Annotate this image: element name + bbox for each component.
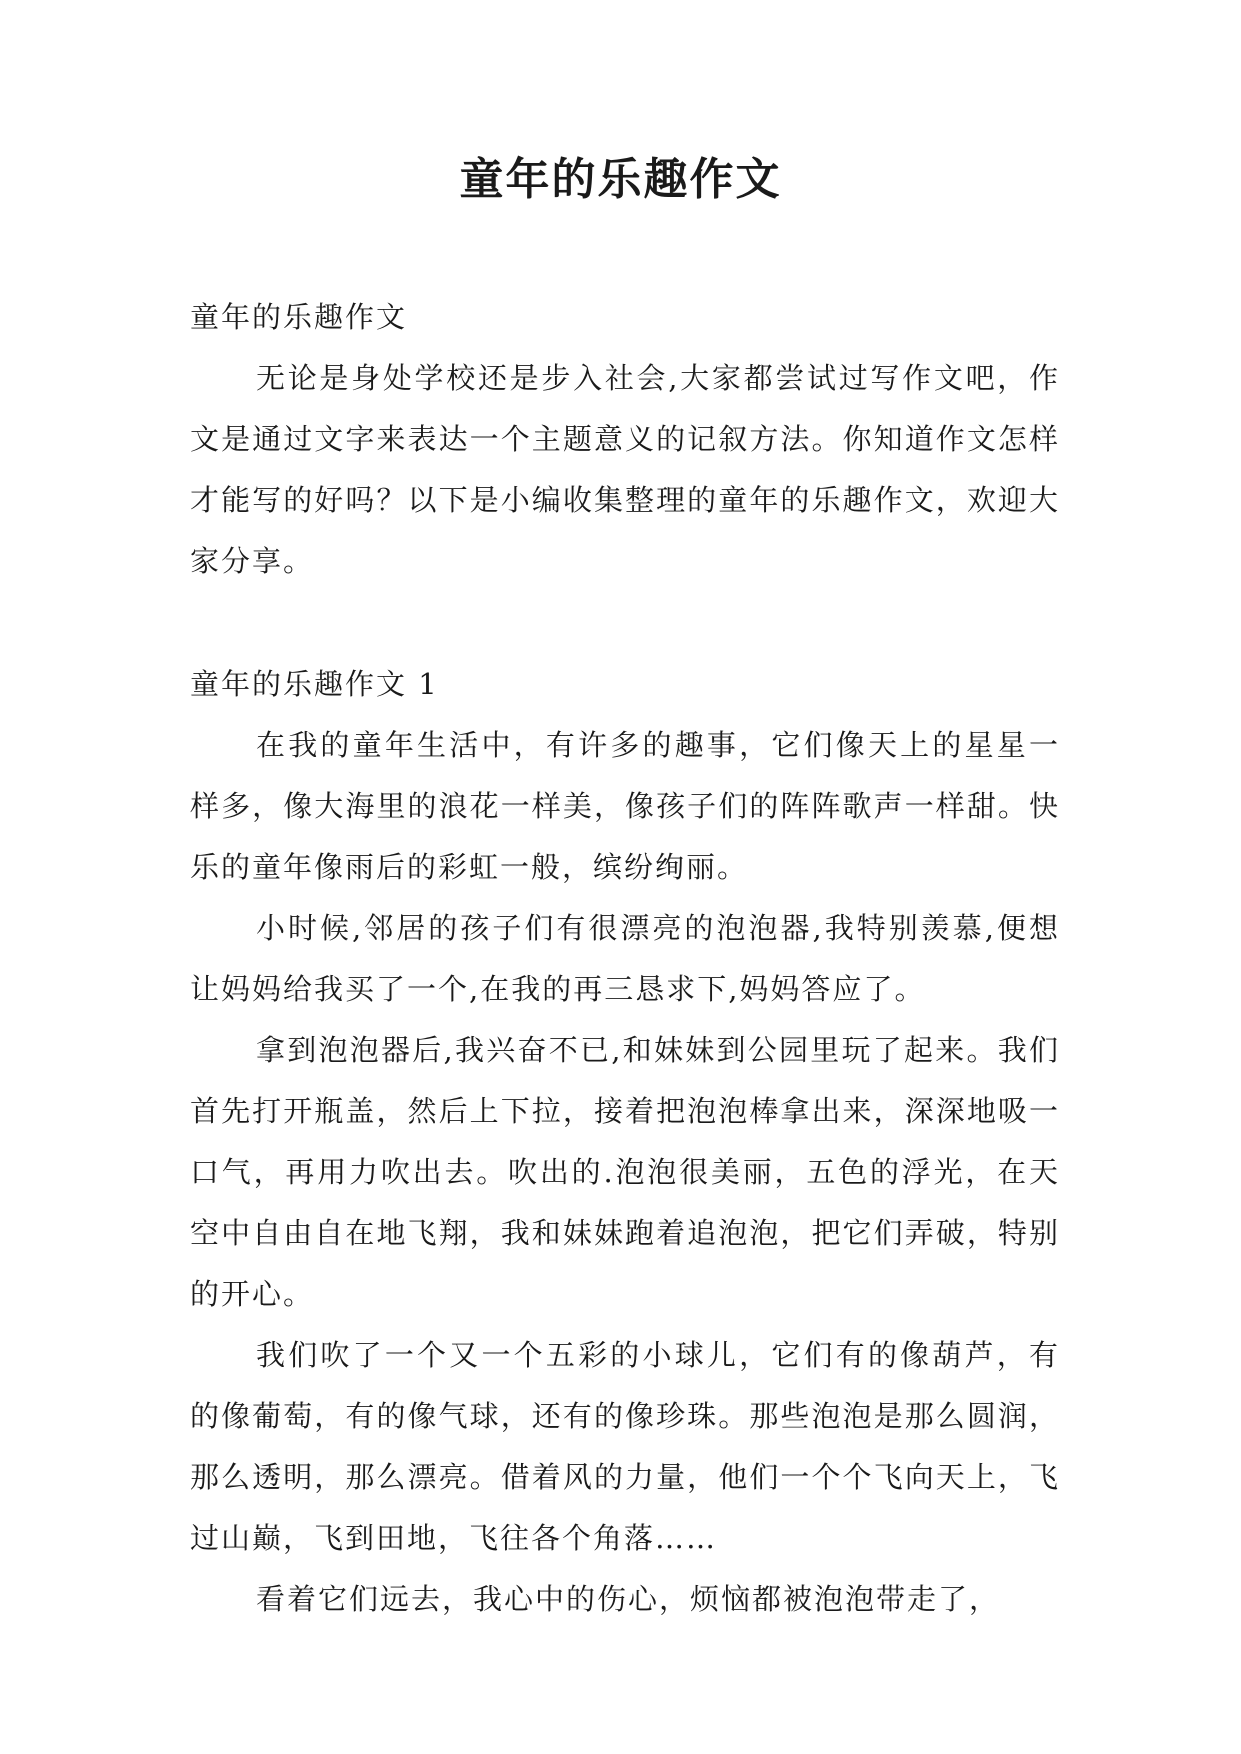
intro-paragraph: 无论是身处学校还是步入社会,大家都尝试过写作文吧，作文是通过文字来表达一个主题意义的记叙方法。你知道作文怎样才能写的好吗？以下是小编收集整理的童年的乐趣作文，欢迎大家分享。 (190, 361, 1060, 578)
section-heading: 童年的乐趣作文 (190, 300, 408, 334)
body-paragraph: 拿到泡泡器后,我兴奋不已,和妹妹到公园里玩了起来。我们首先打开瓶盖，然后上下拉，接着把泡泡棒拿出来，深深地吸一口气，再用力吹出去。吹出的.泡泡很美丽，五色的浮光，在天空中自由自在地飞翔，我和妹妹跑着追泡泡，把它们弄破，特别的开心。 (190, 1033, 1060, 1311)
body-paragraph: 我们吹了一个又一个五彩的小球儿，它们有的像葫芦，有的像葡萄，有的像气球，还有的像珍珠。那些泡泡是那么圆润，那么透明，那么漂亮。借着风的力量，他们一个个飞向天上，飞过山巅，飞到田地，飞往各个角落…… (190, 1338, 1060, 1555)
body-paragraph: 在我的童年生活中，有许多的趣事，它们像天上的星星一样多，像大海里的浪花一样美，像孩子们的阵阵歌声一样甜。快乐的童年像雨后的彩虹一般，缤纷绚丽。 (190, 728, 1060, 884)
section-spacer (190, 592, 1060, 654)
document-body (190, 287, 1060, 1630)
body-paragraph: 小时候,邻居的孩子们有很漂亮的泡泡器,我特别羡慕,便想让妈妈给我买了一个,在我的再三恳求下,妈妈答应了。 (190, 911, 1060, 1006)
body-paragraph: 看着它们远去，我心中的伤心，烦恼都被泡泡带走了， (256, 1582, 1001, 1616)
section-heading: 童年的乐趣作文 1 (190, 667, 439, 701)
document-title: 童年的乐趣作文 (459, 154, 782, 205)
